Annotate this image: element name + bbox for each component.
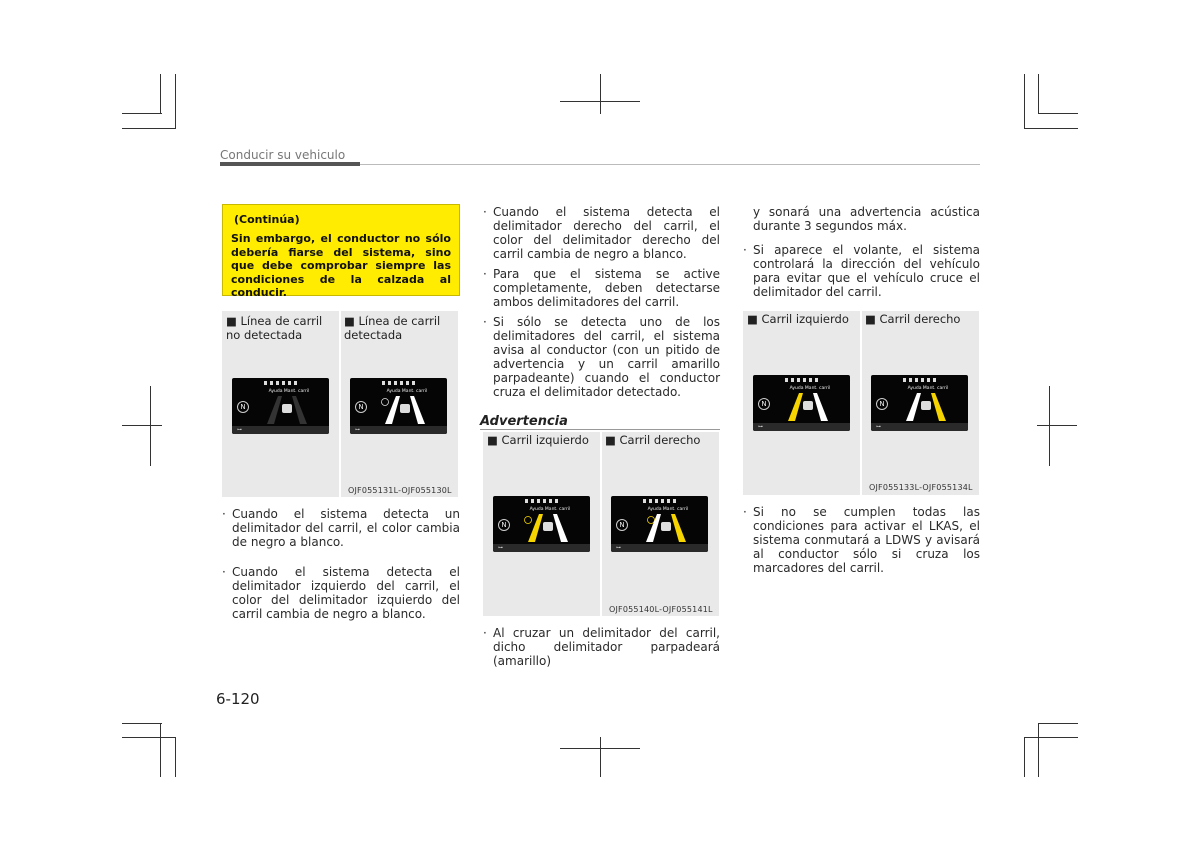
lane-graphic (641, 514, 691, 542)
cluster-screen-not-detected (232, 378, 329, 434)
screen-label: Ayuda Mant. carril (529, 507, 571, 512)
list-item: · Si aparece el volante, el sistema controlará la dirección del vehículo para evitar que el vehículo cruce el delimitador del carril. (743, 243, 980, 299)
gear-indicator: N (237, 401, 249, 413)
car-icon: ⊶ (616, 545, 621, 551)
warning-heading: Advertencia (480, 414, 568, 429)
figure-lane-warning (483, 432, 719, 616)
column1-text (222, 507, 460, 621)
figure-label-left: ■ Línea de carril no detectada (226, 314, 323, 342)
gear-indicator: N (876, 398, 888, 410)
figure-label-right: ■ Línea de carril detectada (344, 314, 441, 342)
cluster-screen-left-assist (753, 375, 850, 431)
list-item: · Cuando el sistema detecta el delimitador derecho del carril, el color del delimitador derecho del carril cambia de negro a blanco. (483, 205, 720, 261)
cluster-screen-right-warning (611, 496, 708, 552)
list-item: · Si sólo se detecta uno de los delimitadores del carril, el sistema avisa al conductor (con un pitido de advertencia y un carril amarillo parpadeante) cuando el conductor cruza el delimitador detectado. (483, 315, 720, 399)
list-item: · Cuando el sistema detecta el delimitador izquierdo del carril, el color del delimitador izquierdo del carril cambia de negro a blanco. (222, 565, 460, 621)
car-icon: ⊶ (237, 427, 242, 433)
cluster-screen-detected (350, 378, 447, 434)
lane-graphic (262, 396, 312, 424)
gear-indicator: N (616, 519, 628, 531)
screen-label: Ayuda Mant. carril (268, 389, 310, 394)
list-item: · Si no se cumplen todas las condiciones para activar el LKAS, el sistema conmutará a LDWS y avisará al conductor sólo si cruza los marcadores del carril. (743, 505, 980, 575)
column2-text (483, 205, 720, 399)
list-item: · Al cruzar un delimitador del carril, dicho delimitador parpadeará (amarillo) (483, 626, 720, 668)
cluster-screen-left-warning (493, 496, 590, 552)
note-body: Sin embargo, el conductor no sólo debería fiarse del sistema, sino que debe comprobar siempre las condiciones de la calzada al conducir. (231, 232, 451, 299)
screen-label: Ayuda Mant. carril (789, 386, 831, 391)
gear-indicator: N (758, 398, 770, 410)
gear-indicator: N (355, 401, 367, 413)
screen-label: Ayuda Mant. carril (386, 389, 428, 394)
lane-graphic (783, 393, 833, 421)
header-rule (220, 162, 360, 166)
gear-indicator: N (498, 519, 510, 531)
car-icon: ⊶ (876, 424, 881, 430)
note-title: (Continúa) (234, 213, 300, 226)
figure-lane-assist (743, 311, 979, 495)
figure-lane-detection (222, 311, 458, 497)
figure-code: OJF055131L-OJF055130L (348, 486, 452, 495)
cluster-screen-right-assist (871, 375, 968, 431)
list-item: · Para que el sistema se active completamente, deben detectarse ambos delimitadores del carril. (483, 267, 720, 309)
figure-code: OJF055133L-OJF055134L (869, 483, 973, 492)
continued-note-box (222, 204, 460, 299)
screen-label: Ayuda Mant. carril (647, 507, 689, 512)
section-header: Conducir su vehiculo (220, 148, 346, 162)
header-rule-thin (360, 164, 980, 165)
lane-graphic (901, 393, 951, 421)
list-item: · Cuando el sistema detecta un delimitador del carril, el color cambia de negro a blanco. (222, 507, 460, 549)
column3-text-after (743, 505, 980, 575)
screen-label: Ayuda Mant. carril (907, 386, 949, 391)
car-icon: ⊶ (758, 424, 763, 430)
figure-label-right: ■ Carril derecho (865, 312, 961, 326)
car-icon: ⊶ (498, 545, 503, 551)
figure-code: OJF055140L-OJF055141L (609, 605, 713, 614)
column3-text (743, 205, 980, 299)
figure-label-left: ■ Carril izquierdo (487, 433, 589, 447)
figure-label-right: ■ Carril derecho (605, 433, 701, 447)
lane-graphic (380, 396, 430, 424)
page-number: 6-120 (216, 690, 260, 708)
lane-graphic (523, 514, 573, 542)
car-icon: ⊶ (355, 427, 360, 433)
column2-text-after (483, 626, 720, 668)
warning-rule (480, 429, 720, 430)
figure-label-left: ■ Carril izquierdo (747, 312, 849, 326)
continuation-text: y sonará una advertencia acústica durante 3 segundos máx. (753, 205, 980, 233)
